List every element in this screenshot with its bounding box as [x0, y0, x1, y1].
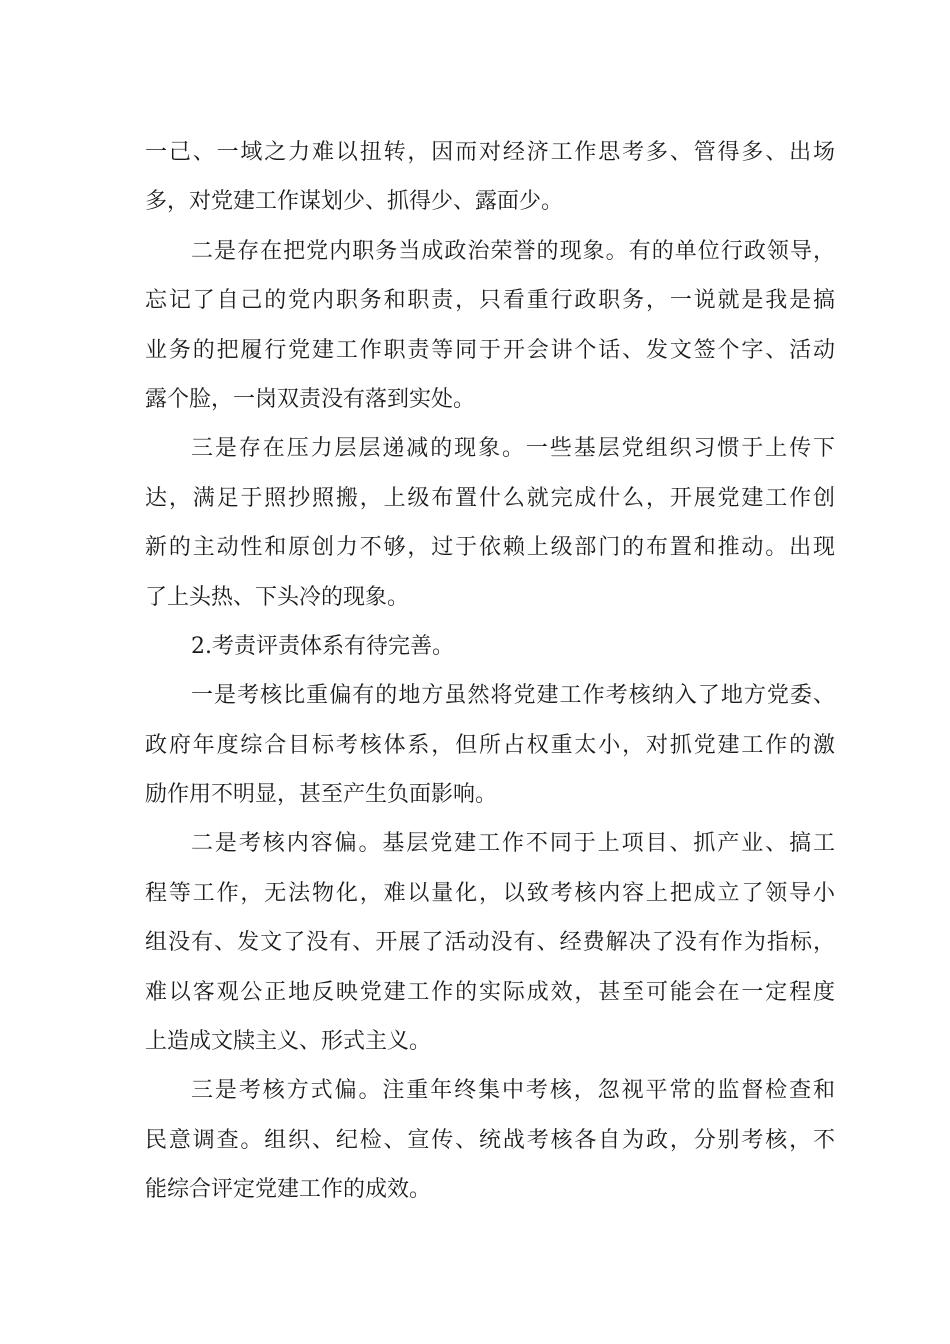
text-line: 能综合评定党建工作的成效。 [145, 1177, 432, 1203]
text-line: 程等工作，无法物化，难以量化，以致考核内容上把成立了领导小 [145, 880, 835, 906]
text-line: 了上头热、下头冷的现象。 [145, 584, 410, 610]
text-line: 露个脸，一岗双责没有落到实处。 [145, 386, 476, 412]
text-line: 励作用不明显，甚至产生负面影响。 [145, 782, 498, 808]
paragraph-first-line: 三是考核方式偏。注重年终集中考核，忽视平常的监督检查和 [191, 1078, 835, 1104]
text-line: 一己、一域之力难以扭转，因而对经济工作思考多、管得多、出场 [145, 140, 835, 165]
document-body [145, 128, 835, 1215]
section-heading: 2.考责评责体系有待完善。 [191, 633, 454, 659]
paragraph-first-line: 二是存在把党内职务当成政治荣誉的现象。有的单位行政领导， [191, 238, 835, 264]
text-line: 新的主动性和原创力不够，过于依赖上级部门的布置和推动。出现 [145, 535, 835, 561]
text-line: 多，对党建工作谋划少、抓得少、露面少。 [145, 189, 564, 215]
paragraph-first-line: 三是存在压力层层递减的现象。一些基层党组织习惯于上传下 [191, 436, 835, 462]
text-line: 达，满足于照抄照搬，上级布置什么就完成什么，开展党建工作创 [145, 485, 835, 511]
text-line: 忘记了自己的党内职务和职责，只看重行政职务，一说就是我是搞 [145, 288, 835, 314]
paragraph-first-line: 二是考核内容偏。基层党建工作不同于上项目、抓产业、搞工 [191, 831, 835, 857]
text-line: 上造成文牍主义、形式主义。 [145, 1029, 432, 1055]
text-line: 业务的把履行党建工作职责等同于开会讲个话、发文签个字、活动 [145, 337, 835, 363]
text-line: 难以客观公正地反映党建工作的实际成效，甚至可能会在一定程度 [145, 979, 835, 1005]
text-line: 政府年度综合目标考核体系，但所占权重太小，对抓党建工作的激 [145, 732, 835, 758]
text-line: 组没有、发文了没有、开展了活动没有、经费解决了没有作为指标， [145, 930, 835, 956]
paragraph-first-line: 一是考核比重偏有的地方虽然将党建工作考核纳入了地方党委、 [191, 683, 835, 709]
text-line: 民意调查。组织、纪检、宣传、统战考核各自为政，分别考核，不 [145, 1127, 835, 1153]
